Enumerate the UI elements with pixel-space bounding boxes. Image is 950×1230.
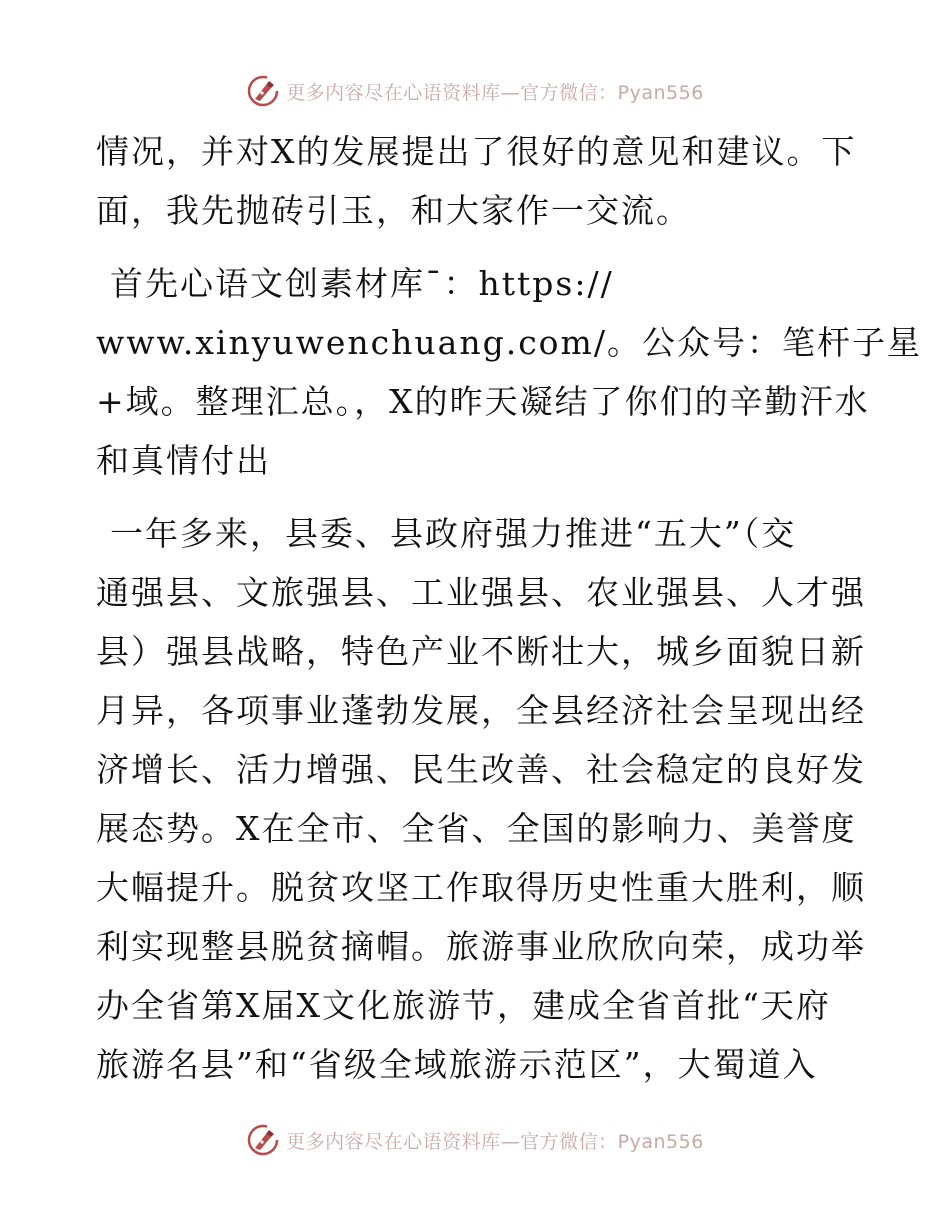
text-line: 一年多来，县委、县政府强力推进“五大”（交 — [110, 514, 797, 553]
text-line: 办全省第X届X文化旅游节，建成全省首批“天府 — [96, 986, 831, 1025]
text-line: 面，我先抛砖引玉，和大家作一交流。 — [96, 191, 691, 230]
document-body — [96, 122, 922, 1108]
text-line: 济增长、活力增强、民生改善、社会稳定的良好发 — [96, 750, 866, 789]
text-line: 首先心语文创素材库¯：https:// — [110, 264, 614, 303]
text-line: 通强县、文旅强县、工业强县、农业强县、人才强 — [96, 573, 866, 612]
text-line: www.xinyuwenchuang.com/。公众号：笔杆子星 — [96, 323, 922, 362]
pen-nib-logo-icon — [246, 74, 280, 108]
text-line: 月异，各项事业蓬勃发展，全县经济社会呈现出经 — [96, 691, 866, 730]
header-watermark — [0, 71, 950, 111]
header-watermark-text: 更多内容尽在心语资料库—官方微信：Pyan556 — [286, 81, 704, 104]
pen-nib-logo-icon — [246, 1123, 280, 1157]
paragraph-1 — [96, 122, 866, 240]
text-line: 旅游名县”和“省级全域旅游示范区”，大蜀道入 — [96, 1045, 818, 1084]
text-line: 情况，并对X的发展提出了很好的意见和建议。下 — [96, 132, 857, 171]
paragraph-2 — [96, 254, 922, 490]
text-line: 大幅提升。脱贫攻坚工作取得历史性重大胜利，顺 — [96, 868, 866, 907]
text-line: 利实现整县脱贫摘帽。旅游事业欣欣向荣，成功举 — [96, 927, 866, 966]
text-line: 县）强县战略，特色产业不断壮大，城乡面貌日新 — [96, 632, 866, 671]
footer-watermark-text: 更多内容尽在心语资料库—官方微信：Pyan556 — [286, 1130, 704, 1153]
paragraph-3 — [96, 504, 866, 1094]
text-line: 和真情付出 — [96, 441, 271, 480]
text-line: 展态势。X在全市、全省、全国的影响力、美誉度 — [96, 809, 857, 848]
footer-watermark — [0, 1120, 950, 1160]
text-line: +域。整理汇总。，X的昨天凝结了你们的辛勤汗水 — [96, 382, 870, 421]
